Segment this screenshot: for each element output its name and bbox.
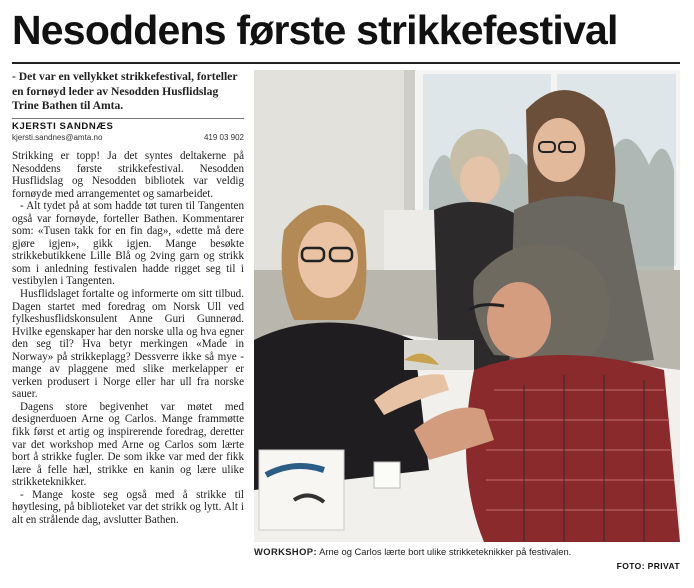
photo-caption	[254, 546, 680, 557]
caption-label: WORKSHOP:	[254, 546, 317, 557]
headline: Nesoddens første strikkefestival	[12, 7, 618, 53]
contact-line	[12, 133, 244, 142]
author-phone: 419 03 902	[203, 133, 244, 142]
byline: KJERSTI SANDNÆS	[12, 121, 114, 132]
body-paragraph: - Alt tydet på at som hadde tøt turen til Tangenten også var fornøyde, forteller Bathen. Kommentarer som: «Tusen takk for en fin dag», «dette må dere gjøre igjen», gikk igjen. Mange besøkte strikkebutikkene Lille Blå og 2ving garn og strikk som i anledning festivalen hadde rigget seg til i vestibylen i Tangenten.	[12, 200, 244, 288]
byline-rule	[12, 118, 244, 119]
article-photo	[254, 70, 680, 542]
workshop-photo-illustration	[254, 70, 680, 542]
body-paragraph: - Mange koste seg også med å strikke til høytlesing, på biblioteket var det strikk og lytt. Alt i alt en strålende dag, avslutter Bathen.	[12, 488, 244, 526]
body-paragraph: Strikking er topp! Ja det syntes deltakerne på Nesoddens første strikkefestival. Nesodden Husflidslag og Nesodden bibliotek var veldig fornøyde med arrangementet og samarbeidet.	[12, 150, 244, 200]
article-body	[12, 150, 244, 526]
body-paragraph: Husflidslaget fortalte og informerte om sitt tilbud. Dagen startet med foredrag om Norsk Ull ved fylkeshusflidskonsulent Anne Guri Gunnerød. Hvilke egenskaper har den norske ulla og hva egner den seg til? Hva betyr merkingen «Made in Norway» på strikkeplagg? Dessverre ikke så mye - mange av plaggene med slike merkelapper er verken produsert i Norge eller har ull fra norske sauer.	[12, 288, 244, 401]
lead-paragraph: - Det var en vellykket strikkefestival, forteller en fornøyd leder av Nesodden Husflidslag Trine Bathen til Amta.	[12, 70, 238, 113]
body-paragraph: Dagens store begivenhet var møtet med designerduoen Arne og Carlos. Mange frammøtte fikk først et artig og inspirerende foredrag, deretter var det workshop med Arne og Carlos som lærte bort å strikke fugler. De som ikke var med der fikk lære å felle hæl, strikke en kanin og lære ulike strikketeknikker.	[12, 400, 244, 489]
headline-rule	[12, 62, 680, 64]
photo-credit: FOTO: PRIVAT	[616, 561, 680, 571]
caption-text: Arne og Carlos lærte bort ulike strikketeknikker på festivalen.	[319, 546, 572, 557]
author-email[interactable]: kjersti.sandnes@amta.no	[12, 133, 103, 142]
